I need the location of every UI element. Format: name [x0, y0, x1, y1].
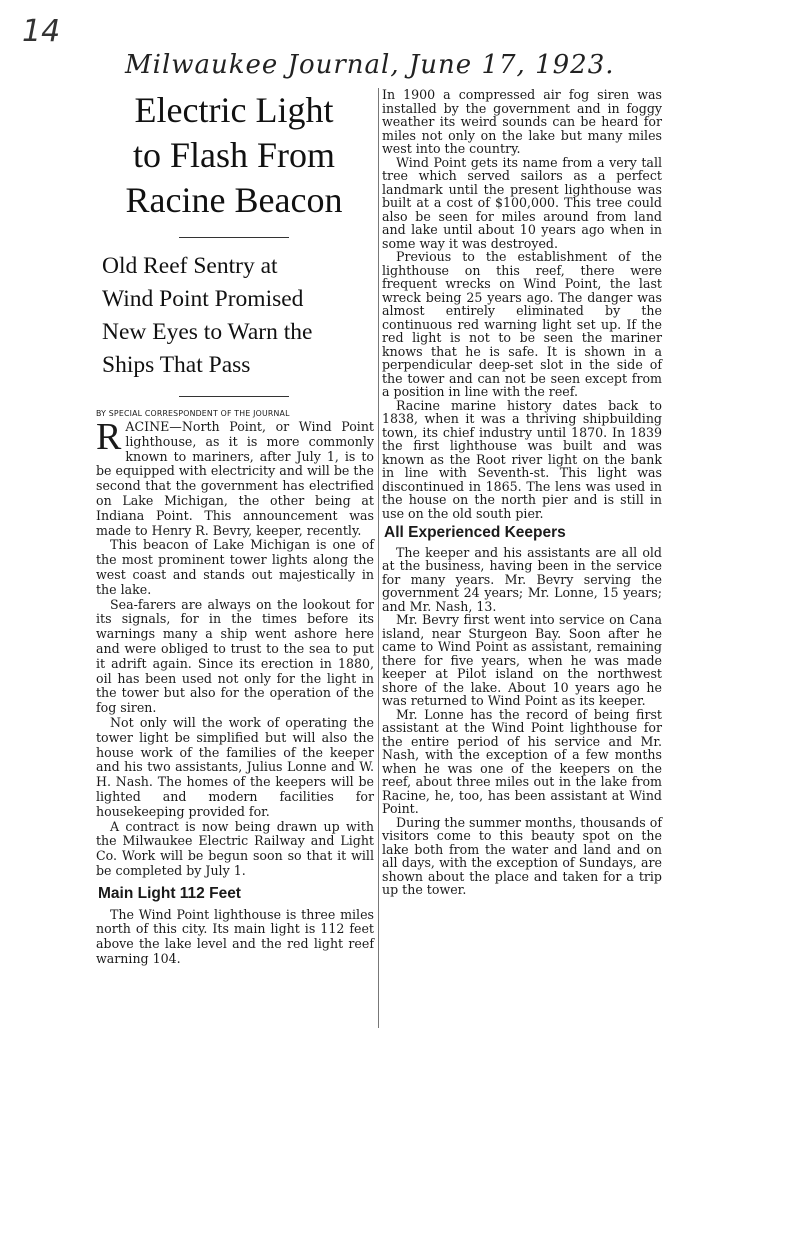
- lead-paragraph: [96, 416, 374, 538]
- byline: BY SPECIAL CORRESPONDENT OF THE JOURNAL: [96, 409, 290, 418]
- column-divider: [378, 88, 379, 1028]
- paragraph: The Wind Point lighthouse is three miles north of this city. Its main light is 112 feet above the lake level and the red light reef warning 104.: [96, 906, 374, 966]
- paragraph: Previous to the establishment of the lighthouse on this reef, there were frequent wrecks on Wind Point, the last wreck being 25 years ago. The danger was almost entirely eliminated by the continuous red warning light set up. If the red light is not to be seen the mariner knows that he is safe. It is shown in a perpendicular deep-set slot in the side of the tower and can not be seen except from a position in line with the reef.: [382, 249, 662, 399]
- headline-rule: [179, 237, 289, 238]
- paragraph: In 1900 a compressed air fog siren was installed by the government and in foggy weather its weird sounds can be heard for miles not only on the lake but many miles west into the country.: [382, 87, 662, 156]
- headline-line: to Flash From: [132, 135, 336, 175]
- handwritten-source-note: Milwaukee Journal, June 17, 1923.: [125, 50, 615, 80]
- section-heading: All Experienced Keepers: [384, 524, 566, 541]
- subheadline-line: Ships That Pass: [102, 352, 251, 378]
- page-number: 14: [22, 14, 61, 49]
- paragraph: Racine marine history dates back to 1838, when it was a thriving shipbuilding town, its chief industry until 1870. In 1839 the first lighthouse was built and was known as the Root river light on the bank in line with Seventh-st. This light was discontinued in 1865. The lens was used in the house on the north pier and is still in use on the old south pier.: [382, 397, 662, 521]
- subheadline-rule: [179, 396, 289, 397]
- paragraph: Sea-farers are always on the lookout for its signals, for in the times before its warnings many a ship went ashore here and were obliged to trust to the sea to put it adrift again. Since its erection in 1880, oil has been used not only for the light in the tower but also for the operation of the fog siren.: [96, 596, 374, 716]
- paragraph: A contract is now being drawn up with the Milwaukee Electric Railway and Light Co. Work will be begun soon so that it will be completed by July 1.: [96, 818, 374, 878]
- lead-text: ACINE—North Point, or Wind Point lighthouse, as it is more commonly known to mariners, after July 1, is to be equipped with electricity and will be the second that the government has electrified on Lake Michigan, the other being at Indiana Point. This announcement was made to Henry R. Bevry, keeper, recently.: [96, 419, 374, 538]
- right-column: [382, 88, 662, 897]
- paragraph: Not only will the work of operating the tower light be simplified but will also the house work of the families of the keeper and his two assistants, Julius Lonne and W. H. Nash. The homes of the keepers will be lighted and modern facilities for housekeeping provided for.: [96, 714, 374, 819]
- paragraph: Mr. Lonne has the record of being first assistant at the Wind Point lighthouse for the entire period of his service and Mr. Nash, with the exception of a few months when he was one of the keepers on the reef, about three miles out in the lake from Racine, he, too, has been assistant at Wind Point.: [382, 706, 662, 816]
- paragraph: Mr. Bevry first went into service on Cana island, near Sturgeon Bay. Soon after he came to Wind Point as assistant, remaining there for five years, when he was made keeper at Pilot island on the northwest shore of the lake. About 10 years ago he was returned to Wind Point as its keeper.: [382, 612, 662, 708]
- subheadline-line: New Eyes to Warn the: [102, 319, 313, 345]
- drop-cap: R: [96, 416, 122, 458]
- article-body-left: [90, 416, 378, 967]
- paragraph: The keeper and his assistants are all old at the business, having been in the service for many years. Mr. Bevry serving the government 24 years; Mr. Lonne, 15 years; and Mr. Nash, 13.: [382, 544, 662, 614]
- section-heading: Main Light 112 Feet: [98, 884, 241, 902]
- headline-line: Racine Beacon: [125, 180, 343, 220]
- left-column: [90, 88, 378, 967]
- subheadline: [90, 250, 378, 382]
- paragraph: Wind Point gets its name from a very tall tree which served sailors as a perfect landmark until the present lighthouse was built at a cost of $100,000. This tree could also be seen for miles around from land and lake until about 10 years ago when in some way it was destroyed.: [382, 154, 662, 251]
- subheadline-line: Wind Point Promised: [102, 286, 304, 312]
- subheadline-line: Old Reef Sentry at: [102, 253, 278, 279]
- headline: [90, 88, 378, 223]
- headline-line: Electric Light: [134, 90, 334, 130]
- paragraph: During the summer months, thousands of visitors come to this beauty spot on the lake both from the water and land and on all days, with the exception of Sundays, are shown about the place and taken for a trip up the tower.: [382, 814, 662, 897]
- paragraph: This beacon of Lake Michigan is one of the most prominent tower lights along the west coast and stands out majestically in the lake.: [96, 537, 374, 597]
- newspaper-clipping: [90, 88, 662, 1028]
